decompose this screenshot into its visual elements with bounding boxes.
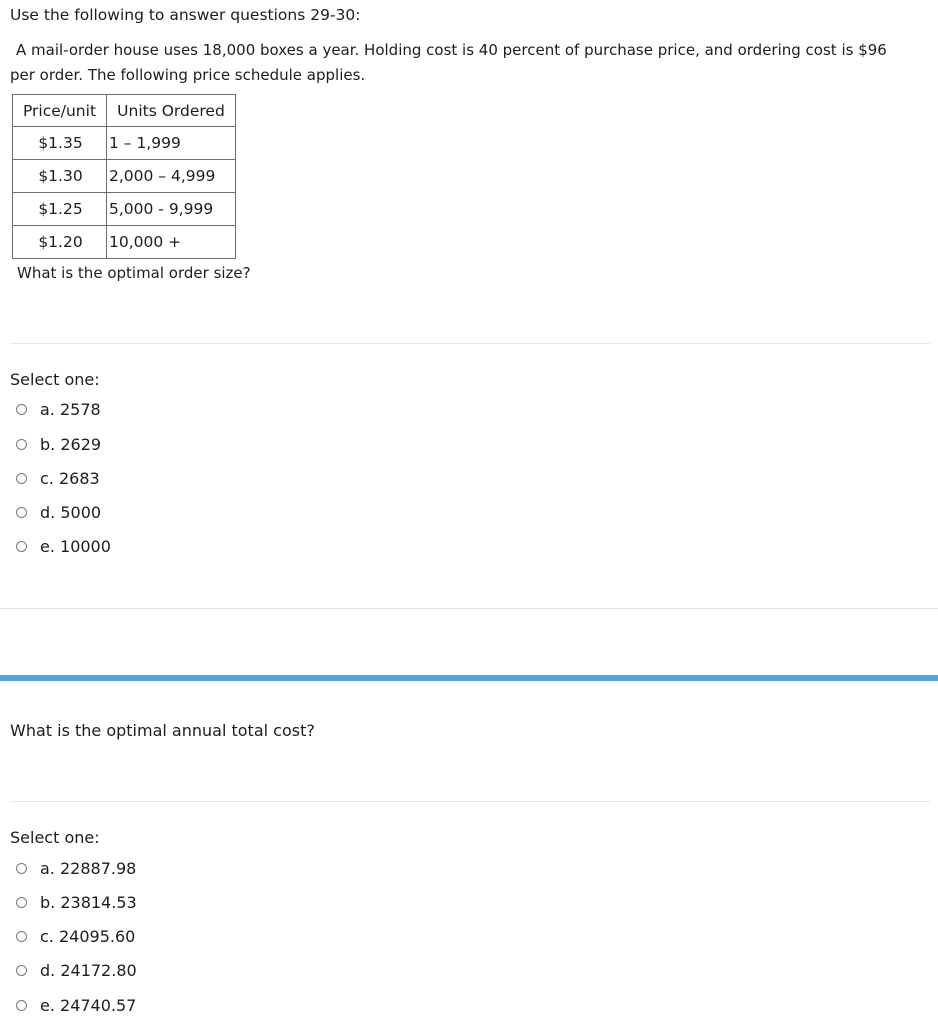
table-row: [13, 127, 236, 160]
question-1-select-label: Select one:: [10, 370, 100, 389]
option-label: c. 2683: [40, 468, 100, 488]
divider: [10, 801, 930, 802]
radio-button[interactable]: [16, 439, 27, 450]
question-2-option-d[interactable]: [16, 959, 137, 981]
radio-button[interactable]: [16, 404, 27, 415]
option-label: b. 2629: [40, 434, 102, 454]
option-label: e. 24740.57: [40, 995, 137, 1015]
radio-button[interactable]: [16, 507, 27, 518]
radio-button[interactable]: [16, 965, 27, 976]
price-cell: $1.20: [13, 226, 107, 259]
divider: [10, 343, 930, 344]
price-cell: $1.35: [13, 127, 107, 160]
units-cell: 5,000 - 9,999: [107, 193, 236, 226]
radio-button[interactable]: [16, 897, 27, 908]
question-2-select-label: Select one:: [10, 828, 100, 847]
question-1-text: What is the optimal order size?: [17, 264, 251, 282]
table-row: [13, 193, 236, 226]
option-label: d. 5000: [40, 502, 102, 522]
question-1-option-d[interactable]: [16, 501, 101, 523]
table-row: [13, 160, 236, 193]
question-1-option-e[interactable]: [16, 535, 111, 557]
header-units-ordered: Units Ordered: [107, 95, 236, 127]
radio-button[interactable]: [16, 1000, 27, 1011]
option-label: e. 10000: [40, 536, 111, 556]
question-2-option-e[interactable]: [16, 994, 136, 1016]
radio-button[interactable]: [16, 863, 27, 874]
question-1-option-a[interactable]: [16, 398, 101, 420]
question-2-option-c[interactable]: [16, 925, 135, 947]
units-cell: 2,000 – 4,999: [107, 160, 236, 193]
instructions-text: Use the following to answer questions 29-30:: [10, 6, 361, 24]
option-label: c. 24095.60: [40, 926, 136, 946]
scenario-line-2: per order. The following price schedule applies.: [10, 65, 366, 84]
scenario-line-1: A mail-order house uses 18,000 boxes a year. Holding cost is 40 percent of purchase price, and ordering cost is $96: [16, 41, 887, 59]
radio-button[interactable]: [16, 931, 27, 942]
question-2-option-b[interactable]: [16, 891, 137, 913]
question-2-text: What is the optimal annual total cost?: [10, 721, 315, 740]
option-label: b. 23814.53: [40, 892, 137, 912]
question-separator-bar: [0, 675, 938, 681]
table-header-row: [13, 95, 236, 127]
price-cell: $1.25: [13, 193, 107, 226]
price-cell: $1.30: [13, 160, 107, 193]
radio-button[interactable]: [16, 473, 27, 484]
table-row: [13, 226, 236, 259]
radio-button[interactable]: [16, 541, 27, 552]
scenario-text: [10, 38, 930, 87]
units-cell: 1 – 1,999: [107, 127, 236, 160]
option-label: a. 22887.98: [40, 858, 137, 878]
question-2-option-a[interactable]: [16, 857, 136, 879]
option-label: d. 24172.80: [40, 960, 137, 980]
units-cell: 10,000 +: [107, 226, 236, 259]
question-1-option-c[interactable]: [16, 467, 100, 489]
question-divider: [0, 608, 938, 609]
question-1-option-b[interactable]: [16, 433, 101, 455]
header-price-unit: Price/unit: [13, 95, 107, 127]
price-schedule-table: [12, 94, 236, 259]
option-label: a. 2578: [40, 399, 101, 419]
